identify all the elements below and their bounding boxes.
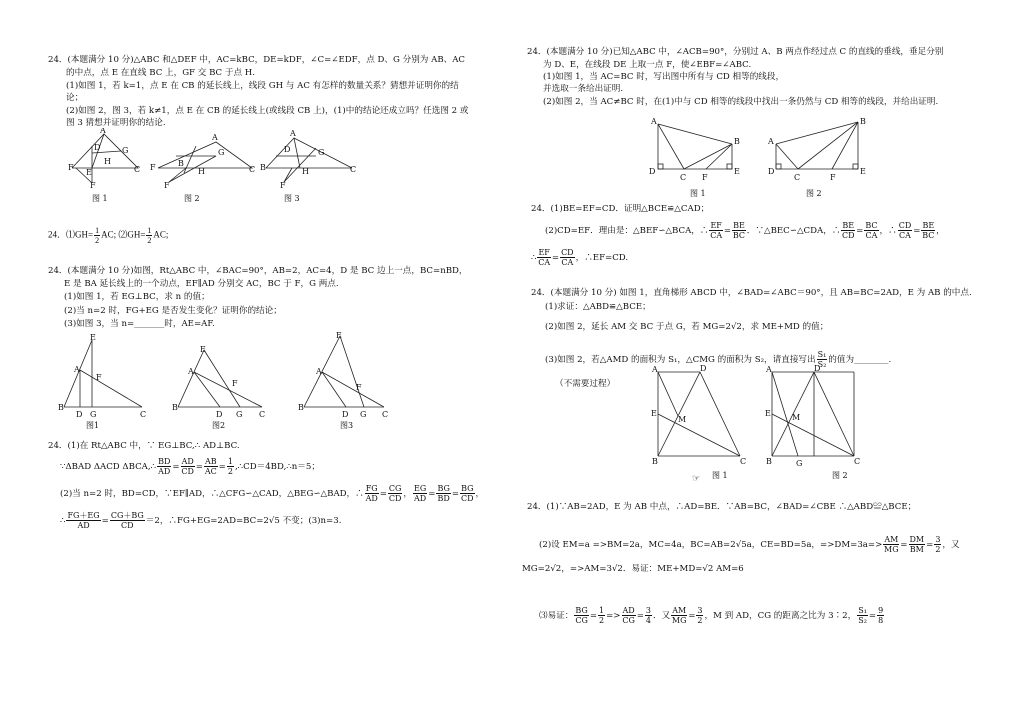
fraction-num: FG xyxy=(365,484,378,493)
fraction xyxy=(157,457,171,476)
fraction-num: CD xyxy=(561,248,574,257)
fraction-den: MG xyxy=(671,616,687,625)
svg-text:D: D xyxy=(216,410,223,419)
problem-1-line-1: 24．(本题满分 10 分)△ABC 和△DEF 中，AC=kBC，DE=kDF，∠C=∠EDF，点 D、G 分别为 AB、AC xyxy=(48,55,466,65)
fraction-den: CG xyxy=(575,616,588,625)
answer-1-mid: AC; ⑵GH= xyxy=(101,229,146,240)
fraction-num: 3 xyxy=(645,606,652,615)
fraction-den: CD xyxy=(181,467,194,476)
problem-3-line-5: (2)如图 2，当 AC≠BC 时，在(1)中与 CD 相等的线段中找出一条仍然与 CD 相等的线段，并给出证明. xyxy=(543,97,939,107)
problem-1-caption-3: 图 3 xyxy=(284,194,300,203)
svg-text:C: C xyxy=(140,410,147,419)
problem-4-line-1: 24．(本题满分 10 分) 如图 1，直角梯形 ABCD 中，∠BAD=∠ABC＝90°，且 AB=BC=2AD，E 为 AB 的中点. xyxy=(531,288,972,298)
fraction-den: BM xyxy=(909,545,924,554)
svg-text:A: A xyxy=(74,365,80,374)
problem-1-figures xyxy=(66,128,366,190)
svg-text:D: D xyxy=(94,143,101,152)
fraction-den: AC xyxy=(204,467,217,476)
problem-2-line-5: (3)如图 3，当 n=_______时，AE=AF. xyxy=(64,319,215,329)
fraction-num: EG xyxy=(414,484,427,493)
fraction-den: CD xyxy=(842,231,855,240)
fraction xyxy=(94,226,100,245)
fraction-num: CG＋BG xyxy=(110,511,144,520)
svg-text:A: A xyxy=(651,117,657,126)
fraction-num: BC xyxy=(865,221,878,230)
problem-3-figures xyxy=(646,114,876,186)
svg-text:F: F xyxy=(68,163,74,172)
svg-text:G: G xyxy=(360,410,367,419)
svg-text:F: F xyxy=(702,173,708,182)
fraction xyxy=(709,221,722,240)
fraction-num: CG xyxy=(388,484,402,493)
svg-text:G: G xyxy=(318,148,325,157)
fraction-den: S₂ xyxy=(858,616,867,625)
svg-text:B: B xyxy=(260,163,266,172)
svg-text:A: A xyxy=(290,129,296,138)
problem-4-line-4-text: (3)如图 2，若△AMD 的面积为 S₁，△CMG 的面积为 S₂，请直接写出 xyxy=(545,355,816,365)
svg-text:F: F xyxy=(164,181,170,190)
fraction-num: S₁ xyxy=(858,606,867,615)
svg-text:H: H xyxy=(302,167,309,176)
fraction-num: BG xyxy=(437,484,450,493)
fraction-num: 3 xyxy=(935,535,941,544)
svg-text:C: C xyxy=(382,410,389,419)
answer-3-line-3-text: ∴ xyxy=(531,253,537,263)
fraction-den: CA xyxy=(710,231,723,240)
fraction-num: AB xyxy=(205,457,217,466)
svg-text:C: C xyxy=(854,457,861,466)
answer-1-prefix: 24．⑴GH= xyxy=(48,229,94,240)
fraction-num: BE xyxy=(842,221,855,230)
answer-4-line-4-mid: ．又 xyxy=(653,611,671,621)
fraction-den: AD xyxy=(365,494,378,503)
fraction-num: 1 xyxy=(95,226,100,235)
answer-4-line-4-sep: ，M 到 AD，CG 的距离之比为 3∶2， xyxy=(704,611,857,621)
svg-text:C: C xyxy=(134,165,141,174)
fraction-num: FG＋EG xyxy=(67,511,100,520)
fraction-den: CA xyxy=(865,231,878,240)
fraction xyxy=(598,606,605,625)
problem-4-line-4-end: 的值为________. xyxy=(828,355,892,365)
svg-text:G: G xyxy=(218,148,225,157)
fraction xyxy=(204,457,218,476)
problem-4-line-3: (2)如图 2，延长 AM 交 BC 于点 G，若 MG=2√2，求 ME+MD 的值； xyxy=(545,322,829,332)
svg-text:A: A xyxy=(100,128,106,135)
answer-3-line-2-mid: ．∵△BEC∽△CDA，∴ xyxy=(746,226,841,236)
svg-text:E: E xyxy=(200,345,206,354)
answer-4-line-2-text: (2)设 EM=a =>BM=2a，MC=4a，BC=AB=2√5a，CE=BD=5a，=>DM=3a=> xyxy=(539,540,883,550)
fraction xyxy=(909,535,926,554)
fraction xyxy=(436,484,450,503)
svg-text:A: A xyxy=(188,367,194,376)
svg-text:A: A xyxy=(652,365,658,374)
answer-4-line-3: MG=2√2，=>AM=3√2．易证：ME+MD=√2 AM=6 xyxy=(522,564,744,574)
fraction-num: DM xyxy=(909,535,925,544)
svg-text:B: B xyxy=(298,403,304,412)
fraction-den: 2 xyxy=(697,616,703,625)
svg-text:A: A xyxy=(766,365,772,374)
fraction-den: CG xyxy=(622,616,635,625)
fraction-den: CD xyxy=(461,494,474,503)
fraction xyxy=(857,606,868,625)
fraction xyxy=(537,248,550,267)
fraction xyxy=(696,606,703,625)
svg-text:G: G xyxy=(796,459,803,468)
answer-3-line-3: ∴ $\frac{EF}{CA}$ = $\frac{CD}{CA}$ ，∴EF=CD. xyxy=(531,248,629,267)
fraction-num: AM xyxy=(672,606,687,615)
fraction-den: MG xyxy=(884,545,899,554)
fraction xyxy=(921,221,935,240)
svg-text:D: D xyxy=(814,364,821,373)
svg-text:H: H xyxy=(104,157,111,166)
answer-1-suffix: AC; xyxy=(153,229,169,240)
svg-text:C: C xyxy=(680,173,687,182)
svg-text:B: B xyxy=(860,117,866,126)
fraction-num: CD xyxy=(898,221,912,230)
answer-3-line-2-sep: ，∴ xyxy=(879,226,897,236)
answer-4-line-4: ⑶易证： $\frac{BG}{CG}$ = $\frac{1}{2}$ => $\frac{AD}{CG}$ = $\frac{3}{4}$ ．又 $\frac{AM}{MG}$ = $\frac{3}{2}$ ，M 到 AD，CG 的距离之比为 3∶2， $\frac{\text{S₁}}{\text{S₂}}$ = $\frac{9}{8}$ xyxy=(539,606,884,625)
svg-text:M: M xyxy=(678,415,687,424)
fraction-num: 1 xyxy=(227,457,233,466)
answer-4-line-1: 24．(1)∵AB=2AD，E 为 AB 中点，∴AD=BE．∵AB=BC，∠BAD=∠CBE ∴△ABD≌△BCE； xyxy=(527,502,917,512)
svg-text:C: C xyxy=(740,457,747,466)
problem-2-caption-1: 图1 xyxy=(86,421,100,430)
fraction xyxy=(645,606,652,625)
fraction xyxy=(560,248,575,267)
fraction-den: AD xyxy=(158,467,171,476)
svg-text:G: G xyxy=(236,410,243,419)
fraction-num: BE xyxy=(733,221,745,230)
problem-4-caption-2: 图 2 xyxy=(832,471,848,480)
svg-text:B: B xyxy=(766,457,772,466)
svg-text:D: D xyxy=(649,167,656,176)
fraction-num: 1 xyxy=(599,606,605,615)
fraction-num: BG xyxy=(575,606,588,615)
fraction-den: CA xyxy=(538,258,551,267)
fraction-den: 2 xyxy=(935,545,941,554)
svg-text:M: M xyxy=(792,413,801,422)
fraction xyxy=(841,221,855,240)
fraction xyxy=(146,226,152,245)
fraction xyxy=(622,606,636,625)
svg-text:G: G xyxy=(122,146,129,155)
svg-text:E: E xyxy=(765,409,771,418)
fraction-num: 9 xyxy=(878,606,884,615)
svg-text:D: D xyxy=(76,410,83,419)
svg-text:B: B xyxy=(652,457,658,466)
problem-2-line-3: (1)如图 1，若 EG⊥BC，求 n 的值； xyxy=(64,292,210,302)
fraction xyxy=(460,484,474,503)
svg-text:E: E xyxy=(734,167,740,176)
fraction-num: AD xyxy=(622,606,635,615)
problem-2-line-4: (2)当 n=2 时，FG+EG 是否发生变化？证明你的结论； xyxy=(64,306,282,316)
svg-text:B: B xyxy=(58,403,64,412)
fraction-num: BD xyxy=(158,457,171,466)
svg-text:E: E xyxy=(90,333,96,342)
fraction-num: AD xyxy=(181,457,194,466)
fraction xyxy=(574,606,588,625)
answer-4-line-2: (2)设 EM=a =>BM=2a，MC=4a，BC=AB=2√5a，CE=BD=5a，=>DM=3a=> $\frac{AM}{MG}$ = $\frac{DM}{BM}$ = $\frac{3}{2}$ ，又 xyxy=(539,535,960,554)
problem-2-line-1: 24．(本题满分 10 分)如图，Rt△ABC 中，∠BAC=90°，AB=2，AC=4，D 是 BC 边上一点，BC=nBD， xyxy=(48,266,468,276)
answer-1 xyxy=(48,226,168,245)
problem-4-line-2: (1)求证：△ABD≌△BCE； xyxy=(545,302,651,312)
problem-3-line-2: 为 D、E，在线段 DE 上取一点 F，使∠EBF=∠ABC. xyxy=(543,60,752,70)
svg-text:C: C xyxy=(249,165,256,174)
answer-4-line-4-text: ⑶易证： xyxy=(539,611,574,621)
problem-2-caption-2: 图2 xyxy=(212,421,226,430)
fraction-num: 3 xyxy=(697,606,703,615)
svg-text:C: C xyxy=(259,410,266,419)
fraction-num: 1 xyxy=(147,226,152,235)
fraction-den: S₂ xyxy=(817,360,827,369)
fraction-num: S₁ xyxy=(817,350,827,359)
fraction xyxy=(671,606,687,625)
svg-text:D: D xyxy=(768,167,775,176)
fraction-den: 2 xyxy=(147,236,152,245)
fraction-den: BC xyxy=(732,231,745,240)
answer-2-line-4-end: ＝2，∴FG+EG=2AD=BC=2√5 不变；(3)n=3. xyxy=(145,516,342,526)
svg-text:H: H xyxy=(198,167,205,176)
answer-2-line-2: ∵ΔBAD ΔACD ΔBCA,∴ $\frac{BD}{AD}$ = $\frac{AD}{CD}$ = $\frac{AB}{AC}$ = $\frac{1}{2}$ ,∴CD＝4BD,∴n＝5； xyxy=(60,457,320,476)
svg-text:A: A xyxy=(768,137,774,146)
svg-text:B: B xyxy=(172,403,178,412)
answer-4-line-2-end: ，又 xyxy=(942,540,960,550)
svg-text:B: B xyxy=(178,159,184,168)
fraction-den: AD xyxy=(414,494,427,503)
answer-2-line-1: 24．(1)在 Rt△ABC 中，∵ EG⊥BC,∴ AD⊥BC. xyxy=(48,441,240,451)
fraction xyxy=(883,535,899,554)
problem-4-note: （不需要过程） xyxy=(555,379,616,389)
svg-text:C: C xyxy=(794,173,801,182)
svg-text:F: F xyxy=(232,379,238,388)
fraction-den: 2 xyxy=(227,467,233,476)
fraction-num: AM xyxy=(884,535,899,544)
svg-text:D: D xyxy=(342,410,349,419)
fraction-den: CA xyxy=(561,258,574,267)
problem-3-caption-2: 图 2 xyxy=(806,189,822,198)
fraction-den: 4 xyxy=(645,616,652,625)
fraction-den: CD xyxy=(121,521,134,530)
svg-text:E: E xyxy=(86,168,92,177)
problem-3-line-4: 并选取一条给出证明. xyxy=(543,84,624,94)
svg-text:F: F xyxy=(150,163,156,172)
answer-3-line-2: (2)CD=EF．理由是：△BEF∽△BCA，∴ $\frac{EF}{CA}$ = $\frac{BE}{BC}$ ．∵△BEC∽△CDA，∴ $\frac{BE}{CD}$ = $\frac{BC}{CA}$ ，∴ $\frac{CD}{CA}$ = $\frac{BE}{BC}$ ， xyxy=(545,221,945,240)
answer-3-line-3-end: ，∴EF=CD. xyxy=(575,253,629,263)
fraction-den: 2 xyxy=(95,236,100,245)
problem-1-line-3: (1)如图 1，若 k=1，点 E 在 CB 的延长线上，线段 GH 与 AC 有怎样的数量关系？猜想并证明你的结 xyxy=(66,81,459,91)
answer-3-line-1: 24．(1)BE=EF=CD．证明△BCE≌△CAD； xyxy=(531,204,710,214)
fraction-den: 8 xyxy=(878,616,884,625)
problem-4-figures xyxy=(648,364,863,472)
fraction-num: BE xyxy=(922,221,935,230)
fraction xyxy=(388,484,403,503)
problem-1-line-5: (2)如图 2，图 3，若 k≠1，点 E 在 CB 的延长线上(或线段 CB 上)，(1)中的结论还成立吗？任选图 2 或 xyxy=(66,106,469,116)
problem-3-line-3: (1)如图 1，当 AC=BC 时，写出图中所有与 CD 相等的线段， xyxy=(543,72,785,82)
fraction-den: AD xyxy=(77,521,90,530)
cursor-hand-icon: ☞ xyxy=(692,474,701,484)
svg-text:F: F xyxy=(356,383,362,392)
problem-1-line-2: 的中点，点 E 在直线 BC 上，GF 交 BC 于点 H. xyxy=(66,68,256,78)
svg-text:F: F xyxy=(830,173,836,182)
answer-2-line-3-text: (2)当 n=2 时，BD=CD，∵EF∥AD，∴△CFG∽△CAD，△BEG∽△BAD，∴ xyxy=(60,489,364,499)
fraction xyxy=(227,457,234,476)
svg-text:C: C xyxy=(350,165,357,174)
problem-1-caption-1: 图 1 xyxy=(92,194,108,203)
svg-text:G: G xyxy=(90,410,97,419)
svg-text:B: B xyxy=(734,137,740,146)
svg-text:F: F xyxy=(96,373,102,382)
problem-1-line-6: 图 3 猜想并证明你的结论. xyxy=(66,118,166,128)
svg-text:E: E xyxy=(651,409,657,418)
svg-text:E: E xyxy=(860,167,866,176)
svg-text:F: F xyxy=(280,181,286,190)
svg-text:A: A xyxy=(316,367,322,376)
fraction xyxy=(413,484,427,503)
svg-text:F: F xyxy=(90,181,96,190)
answer-2-line-4-text: ∴ xyxy=(60,516,66,526)
svg-text:D: D xyxy=(700,364,707,373)
answer-2-line-3: (2)当 n=2 时，BD=CD，∵EF∥AD，∴△CFG∽△CAD，△BEG∽△BAD，∴ $\frac{FG}{AD}$ = $\frac{CG}{CD}$ ， $\frac{EG}{AD}$ = $\frac{BG}{BD}$ = $\frac{BG}{CD}$ ， xyxy=(60,484,485,503)
problem-2-caption-3: 图3 xyxy=(340,421,354,430)
problem-1-caption-2: 图 2 xyxy=(184,194,200,203)
fraction xyxy=(864,221,878,240)
fraction xyxy=(181,457,195,476)
svg-text:E: E xyxy=(336,332,342,340)
fraction xyxy=(365,484,379,503)
fraction-den: CA xyxy=(899,231,911,240)
answer-2-line-2-text: ∵ΔBAD ΔACD ΔBCA,∴ xyxy=(60,462,157,472)
fraction xyxy=(877,606,884,625)
problem-3-caption-1: 图 1 xyxy=(690,189,706,198)
fraction-num: EF xyxy=(538,248,550,257)
problem-2-line-2: E 是 BA 延长线上的一个动点，EF∥AD 分别交 AC，BC 于 F，G 两点. xyxy=(64,279,339,289)
problem-1-line-4: 论； xyxy=(66,93,84,103)
fraction-den: BD xyxy=(437,494,450,503)
fraction-den: BC xyxy=(922,231,935,240)
problem-2-figures xyxy=(54,332,394,430)
fraction-den: CD xyxy=(388,494,402,503)
answer-2-line-2-end: ,∴CD＝4BD,∴n＝5； xyxy=(234,462,320,472)
fraction xyxy=(934,535,941,554)
fraction-den: 2 xyxy=(599,616,605,625)
problem-4-caption-1: 图 1 xyxy=(712,471,728,480)
fraction xyxy=(732,221,746,240)
fraction-num: EF xyxy=(710,221,722,230)
fraction xyxy=(898,221,913,240)
svg-text:D: D xyxy=(284,145,291,154)
svg-text:A: A xyxy=(212,133,218,142)
fraction xyxy=(110,511,145,530)
fraction xyxy=(66,511,100,530)
problem-3-line-1: 24．(本题满分 10 分)已知△ABC 中，∠ACB=90°，分别过 A、B 两点作经过点 C 的直线的垂线，垂足分别 xyxy=(527,47,944,57)
answer-2-line-4: ∴ $\frac{FG+EG}{AD}$ = $\frac{CG+BG}{CD}$ ＝2，∴FG+EG=2AD=BC=2√5 不变；(3)n=3. xyxy=(60,511,342,530)
answer-3-line-2-text: (2)CD=EF．理由是：△BEF∽△BCA，∴ xyxy=(545,226,709,236)
fraction-num: BG xyxy=(461,484,474,493)
